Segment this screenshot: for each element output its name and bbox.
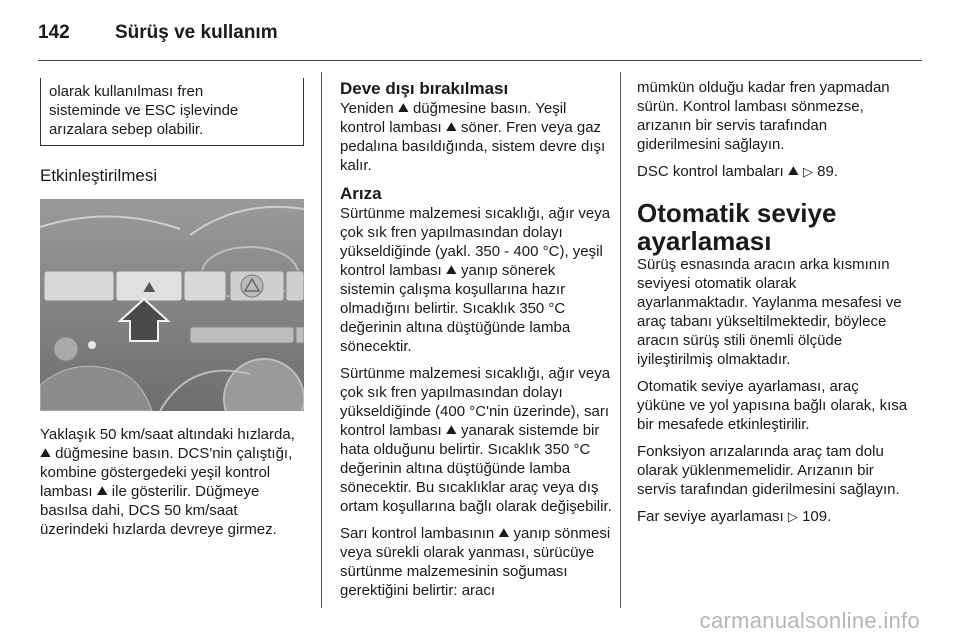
paragraph: Sürüş esnasında aracın arka kısmının seviyesi otomatik olarak ayarlanmaktadır. Yaylanma mesafesi ve araç tabanı yükseltilmektedir, böylece aracın sürüş stili önemli ölçüde iyileştirilmiş olmaktadır. xyxy=(637,256,902,368)
paragraph: Sürtünme malzemesi sıcaklığı, ağır veya çok sık fren yapılmasından dolayı yükseldiğinde (yakl. 350 - 400 °C), yeşil kontrol lambası ⛰ yanıp sönerek sistemin çalışma koşullarına hazır olmadığını belirtir. Sıcaklık 350 °C değerinin altına düştüğünde lamba sönecektir. xyxy=(340,205,611,355)
section-heading: Arıza xyxy=(340,184,382,203)
section-heading: Deve dışı bırakılması xyxy=(340,79,509,98)
section-heading: Otomatik seviye ayarlaması xyxy=(637,198,837,256)
column-divider xyxy=(321,72,322,608)
dashboard-button-illustration xyxy=(40,199,304,411)
notice-line: arızalara sebep olabilir. xyxy=(49,121,204,138)
column-middle xyxy=(340,78,612,608)
notice-line: olarak kullanılması fren xyxy=(49,83,204,100)
paragraph: Yaklaşık 50 km/saat altındaki hızlarda, ⛰ düğmesine basın. DCS'nin çalıştığı, kombine göstergedeki yeşil kontrol lambası ⛰ ile gösterilir. Düğmeye basılsa dahi, DCS 50 km/saat üzerindeki hızlarda devreye girmez. xyxy=(40,426,295,538)
page-reference-link[interactable]: 89. xyxy=(817,163,839,180)
hill-descent-icon: ⛰ xyxy=(787,163,799,178)
hill-descent-icon: ⛰ xyxy=(40,445,51,460)
paragraph: Fonksiyon arızalarında araç tam dolu olarak yüklenmemelidir. Arızanın bir servis tarafından giderilmesini sağlayın. xyxy=(637,443,900,498)
page-header xyxy=(38,22,278,44)
hill-descent-icon: ⛰ xyxy=(96,483,108,498)
paragraph: Yeniden ⛰ düğmesine basın. Yeşil kontrol lambası ⛰ söner. Fren veya gaz pedalına basıldığında, sistem devre dışı kalır. xyxy=(340,100,606,174)
reference-arrow-icon: ▷ xyxy=(802,164,813,179)
hill-descent-icon: ⛰ xyxy=(498,525,510,540)
section-heading: Etkinleştirilmesi xyxy=(40,166,158,185)
column-divider xyxy=(620,72,621,608)
hill-descent-icon: ⛰ xyxy=(445,422,457,437)
paragraph: mümkün olduğu kadar fren yapmadan sürün. Kontrol lambası sönmezse, arızanın bir servis tarafından giderilmesini sağlayın. xyxy=(637,79,890,153)
paragraph: Sarı kontrol lambasının ⛰ yanıp sönmesi veya sürekli olarak yanması, sürücüye sürtünme malzemesinin soğuması gerektiğini belirtir: aracı xyxy=(340,525,611,599)
watermark: carmanualsonline.info xyxy=(699,608,920,633)
column-left xyxy=(40,78,304,547)
header-rule xyxy=(38,60,922,61)
paragraph: Otomatik seviye ayarlaması, araç yüküne ve yol yapısına bağlı olarak, kısa bir mesafede etkinleştirilir. xyxy=(637,378,908,433)
paragraph: Far seviye ayarlaması ▷ 109. xyxy=(637,508,832,525)
reference-arrow-icon: ▷ xyxy=(787,509,798,524)
chapter-title: Sürüş ve kullanım xyxy=(114,22,278,43)
paragraph: Sürtünme malzemesi sıcaklığı, ağır veya çok sık fren yapılmasından dolayı yükseldiğinde (400 °C'nin üzerinde), sarı kontrol lambası ⛰ yanarak sistemde bir hata olduğunu belirtir. Sıcaklık 350 °C değerinin altına düştüğünde lamba sönecektir. Bu sıcaklıklar araç veya dış ortam koşullarına bağlı olarak değişebilir. xyxy=(340,365,612,515)
column-right xyxy=(637,78,909,534)
hill-descent-icon: ⛰ xyxy=(397,100,409,115)
paragraph: DSC kontrol lambaları ⛰ ▷ 89. xyxy=(637,163,839,180)
page-number: 142 xyxy=(38,22,70,43)
hill-descent-icon: ⛰ xyxy=(445,262,457,277)
notice-box xyxy=(40,78,304,146)
notice-line: sisteminde ve ESC işlevinde xyxy=(49,102,239,119)
page-reference-link[interactable]: 109. xyxy=(802,508,832,525)
hill-descent-icon: ⛰ xyxy=(445,119,457,134)
dcs-symbol-icon: ⛰ xyxy=(143,278,156,296)
